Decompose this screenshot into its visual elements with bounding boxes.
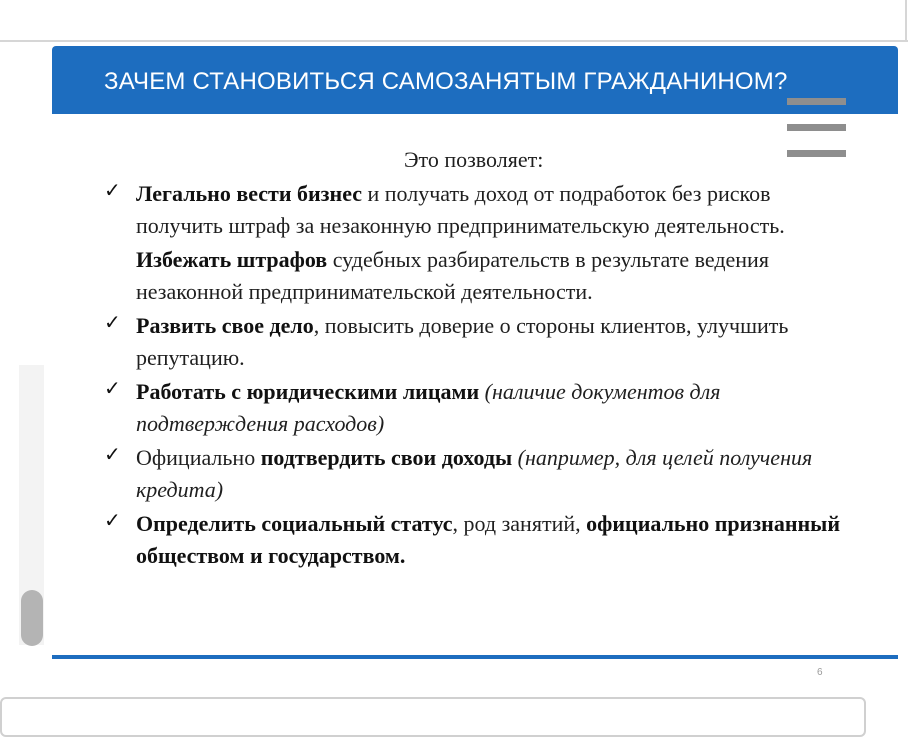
bullet-bold: Легально вести бизнес [136,181,362,206]
check-icon: ✓ [104,376,121,400]
hamburger-menu-icon[interactable] [787,98,846,158]
bullet-bold: официально признанный обществом и государством. [136,511,841,568]
bullet-bold: Развить свое дело [136,313,314,338]
bullet-text: и получать доход от подработок без рисков получить штраф за незаконную предпринимательскую деятельность. [136,181,785,238]
scrollbar-thumb[interactable] [21,590,43,646]
bullet-bold: Определить социальный статус [136,511,453,536]
check-icon: ✓ [104,310,121,334]
slide-title-bar [52,46,898,114]
bullet-text: , род занятий, [452,511,587,536]
bullet-bold: Работать с юридическими лицами [136,379,480,404]
slide [52,46,898,686]
window-right-border [905,0,907,42]
bullet-bold: подтвердить свои доходы [260,445,513,470]
bullet-item [104,376,844,439]
check-icon: ✓ [104,178,121,202]
check-icon: ✓ [104,442,121,466]
slide-footer-line [52,655,898,659]
bullet-text: Официально [136,445,261,470]
bullet-item [104,442,844,505]
window-top-border [0,40,908,42]
bullet-text: судебных разбирательств в результате ведения незаконной предпринимательской деятельности. [136,247,769,304]
bullet-bold: Избежать штрафов [136,247,328,272]
intro-text: Это позволяет: [404,147,544,172]
bullet-italic: (наличие документов для подтверждения расходов) [136,379,721,436]
bullet-item [104,508,844,571]
bullet-italic: (например, для целей получения кредита) [136,445,813,502]
bullet-item [104,178,844,307]
bullet-text: , повысить доверие о стороны клиентов, улучшить репутацию. [136,313,789,370]
slide-title: ЗАЧЕМ СТАНОВИТЬСЯ САМОЗАНЯТЫМ ГРАЖДАНИНОМ? [104,68,788,95]
next-slide-frame [0,697,866,737]
bullet-item [104,310,844,373]
bullet-subparagraph [136,244,844,307]
page-number: 6 [817,667,823,678]
check-icon: ✓ [104,508,121,532]
bullet-list [104,178,844,574]
